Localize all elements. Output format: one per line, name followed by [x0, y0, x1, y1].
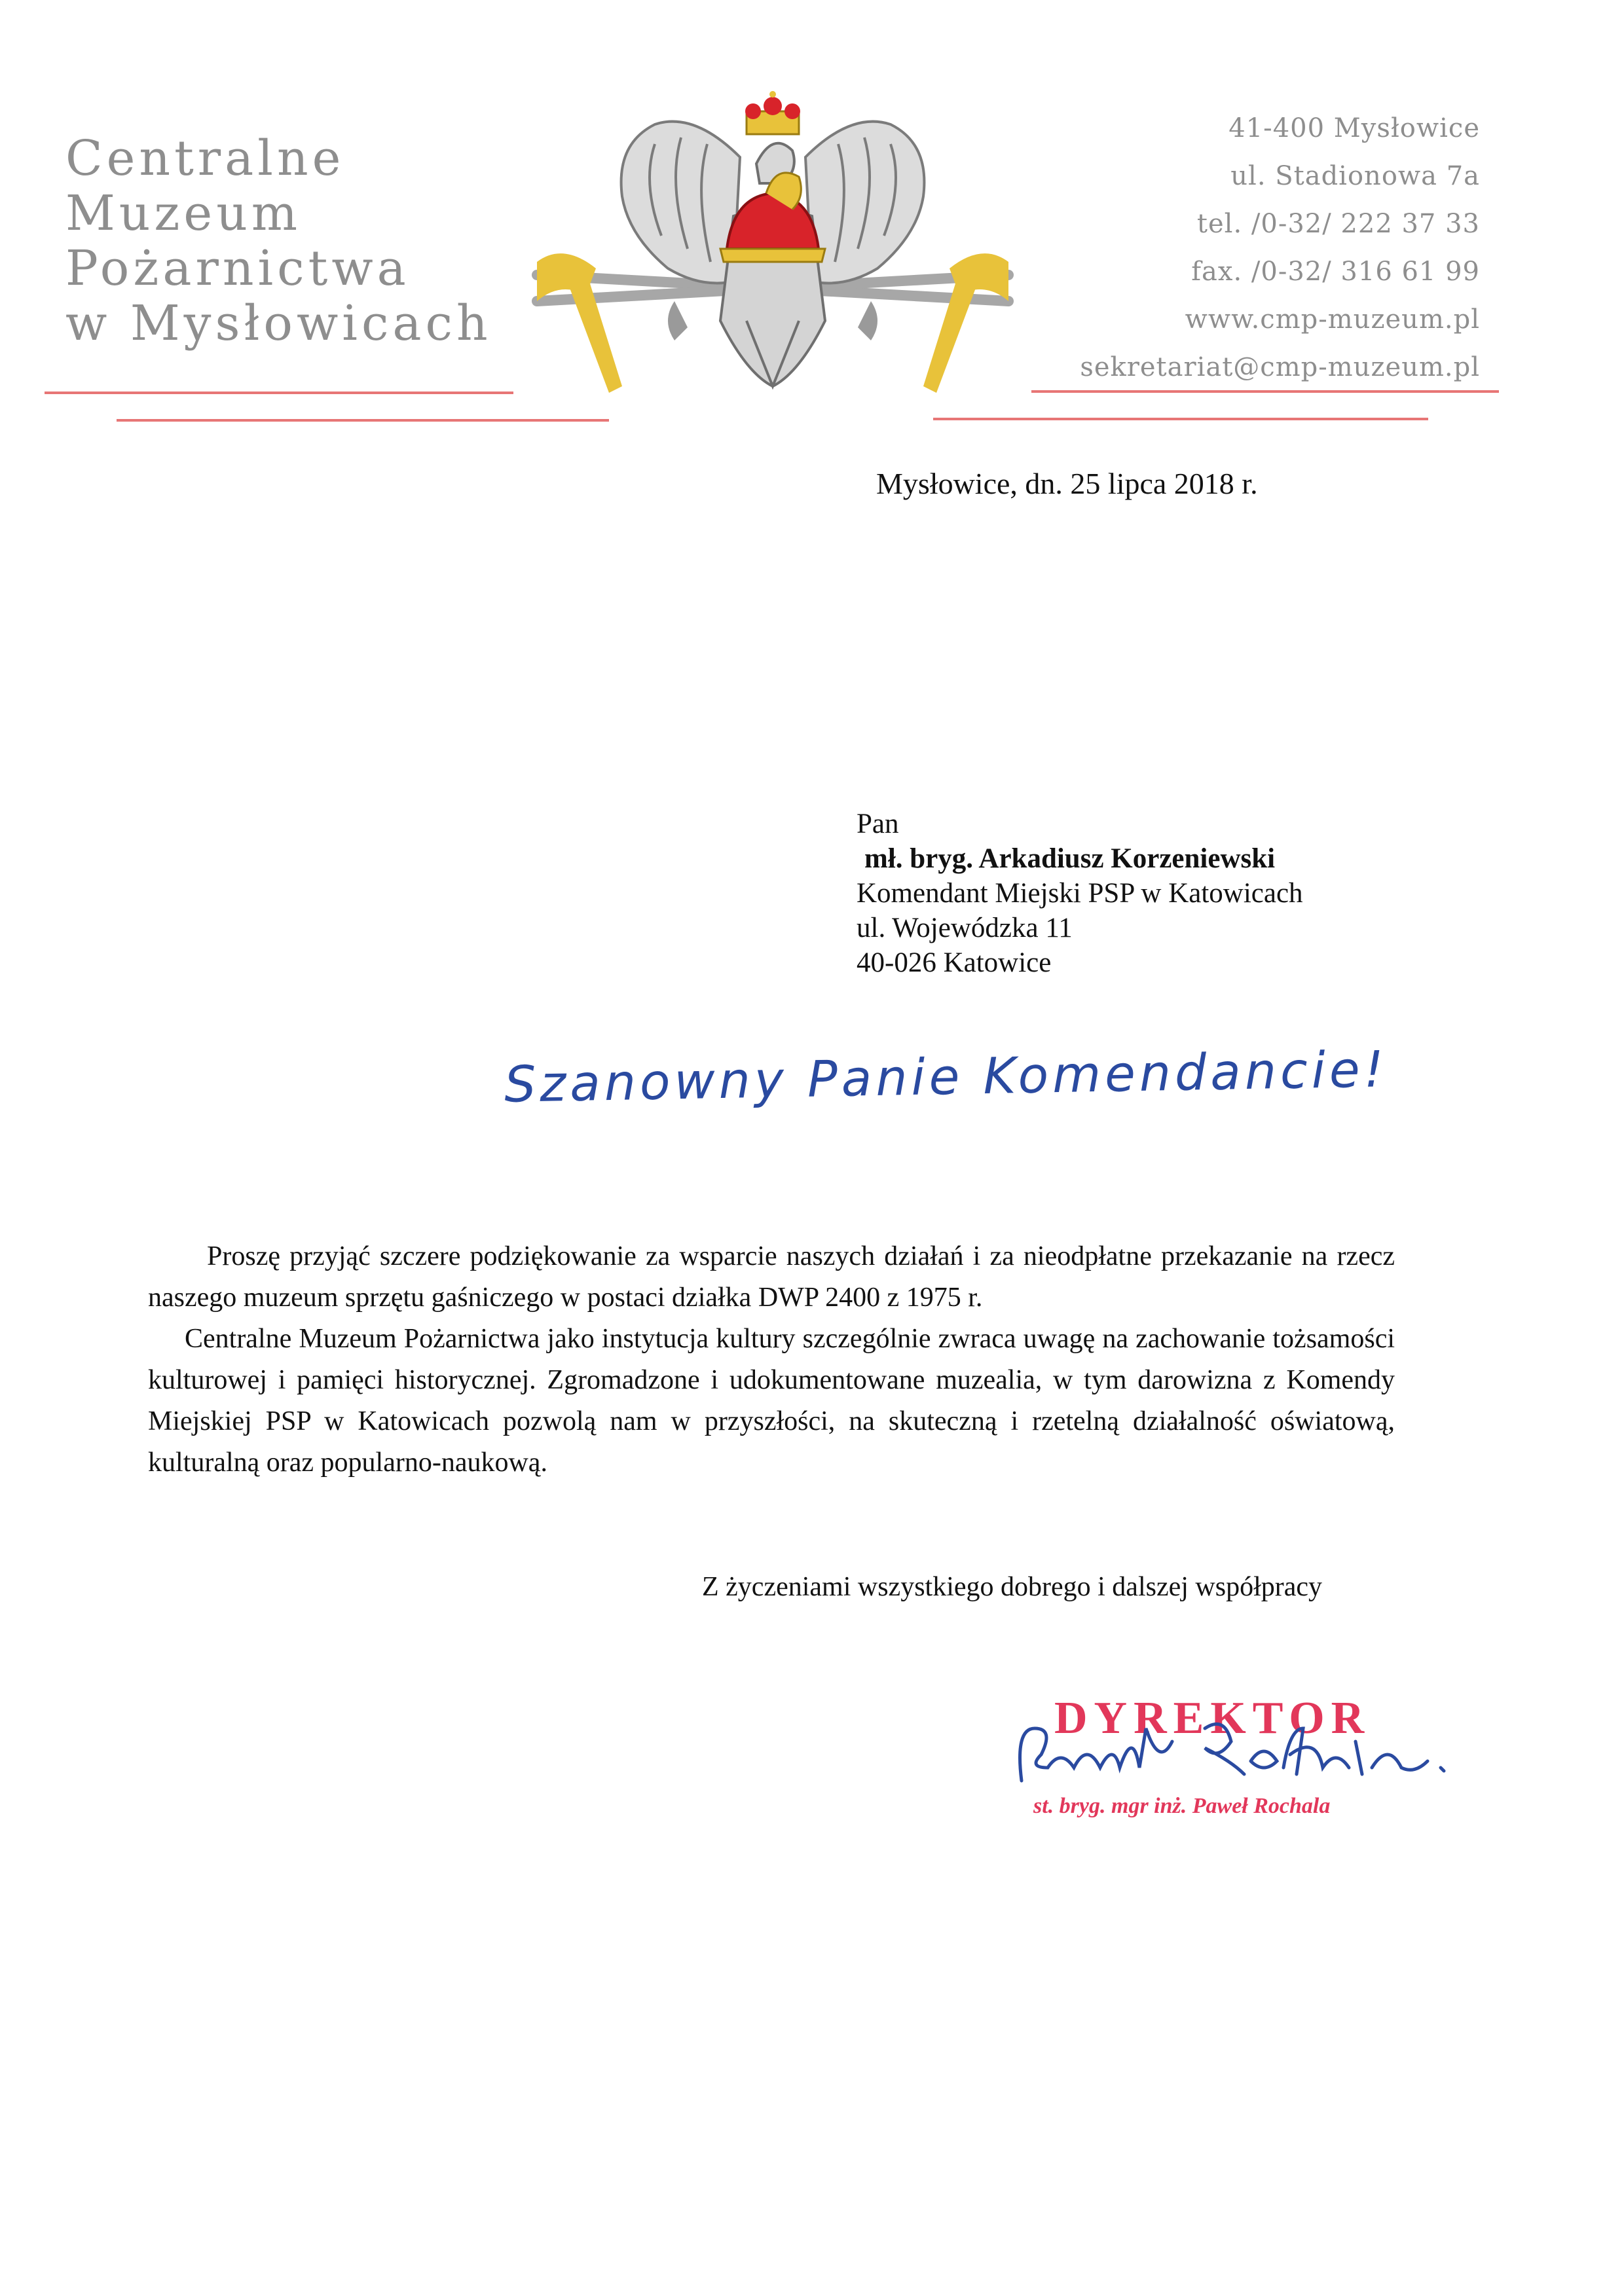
- museum-name-line: Muzeum: [65, 185, 302, 242]
- letterhead-rule-left-bottom: [117, 419, 609, 422]
- contact-web[interactable]: www.cmp-muzeum.pl: [1185, 304, 1480, 335]
- place-date: Mysłowice, dn. 25 lipca 2018 r.: [876, 467, 1258, 500]
- letterhead-rule-left-top: [45, 392, 513, 394]
- stamp-name: st. bryg. mgr inż. Paweł Rochala: [1033, 1794, 1331, 1818]
- letterhead-contact: [1080, 105, 1480, 392]
- contact-tel: tel. /0-32/ 222 37 33: [1196, 209, 1480, 239]
- recipient-position: Komendant Miejski PSP w Katowicach: [857, 878, 1303, 909]
- museum-name-line: Pożarnictwa: [65, 240, 410, 297]
- contact-city: 41-400 Mysłowice: [1228, 113, 1480, 143]
- recipient-city: 40-026 Katowice: [857, 947, 1052, 978]
- handwritten-salutation: Szanowny Panie Komendancie!: [504, 1040, 1388, 1114]
- crown-icon: [745, 91, 800, 134]
- handwritten-signature: [1008, 1702, 1467, 1794]
- firefighter-eagle-emblem-icon: [524, 85, 1022, 393]
- letterhead-rule-right-bottom: [933, 418, 1428, 420]
- letter-body: [148, 1236, 1395, 1484]
- contact-email[interactable]: sekretariat@cmp-muzeum.pl: [1080, 352, 1480, 382]
- museum-name-line: w Mysłowicach: [65, 295, 492, 352]
- contact-fax: fax. /0-32/ 316 61 99: [1191, 257, 1480, 287]
- body-paragraph: Proszę przyjąć szczere podziękowanie za wsparcie naszych działań i za nieodpłatne przekazanie na rzecz naszego muzeum sprzętu gaśniczego w postaci działka DWP 2400 z 1975 r.: [148, 1241, 1395, 1313]
- recipient-street: ul. Wojewódzka 11: [857, 913, 1073, 943]
- body-paragraph: Centralne Muzeum Pożarnictwa jako instytucja kultury szczególnie zwraca uwagę na zachowanie tożsamości kulturowej i pamięci historycznej. Zgromadzone i udokumentowane muzealia, w tym darowizna z Komendy Miejskiej PSP w Katowicach pozwolą nam w przyszłości, na skuteczną i rzetelną działalność oświatową, kulturalną oraz popularno-naukową.: [148, 1324, 1395, 1478]
- closing-line: Z życzeniami wszystkiego dobrego i dalszej współpracy: [702, 1572, 1323, 1602]
- stamp-title: DYREKTOR: [1054, 1693, 1371, 1743]
- contact-street: ul. Stadionowa 7a: [1230, 161, 1480, 191]
- recipient-block: [857, 807, 1303, 980]
- museum-name-line: Centralne: [65, 130, 345, 187]
- recipient-title: Pan: [857, 809, 899, 839]
- museum-name: [65, 131, 492, 351]
- recipient-name: mł. bryg. Arkadiusz Korzeniewski: [864, 843, 1276, 874]
